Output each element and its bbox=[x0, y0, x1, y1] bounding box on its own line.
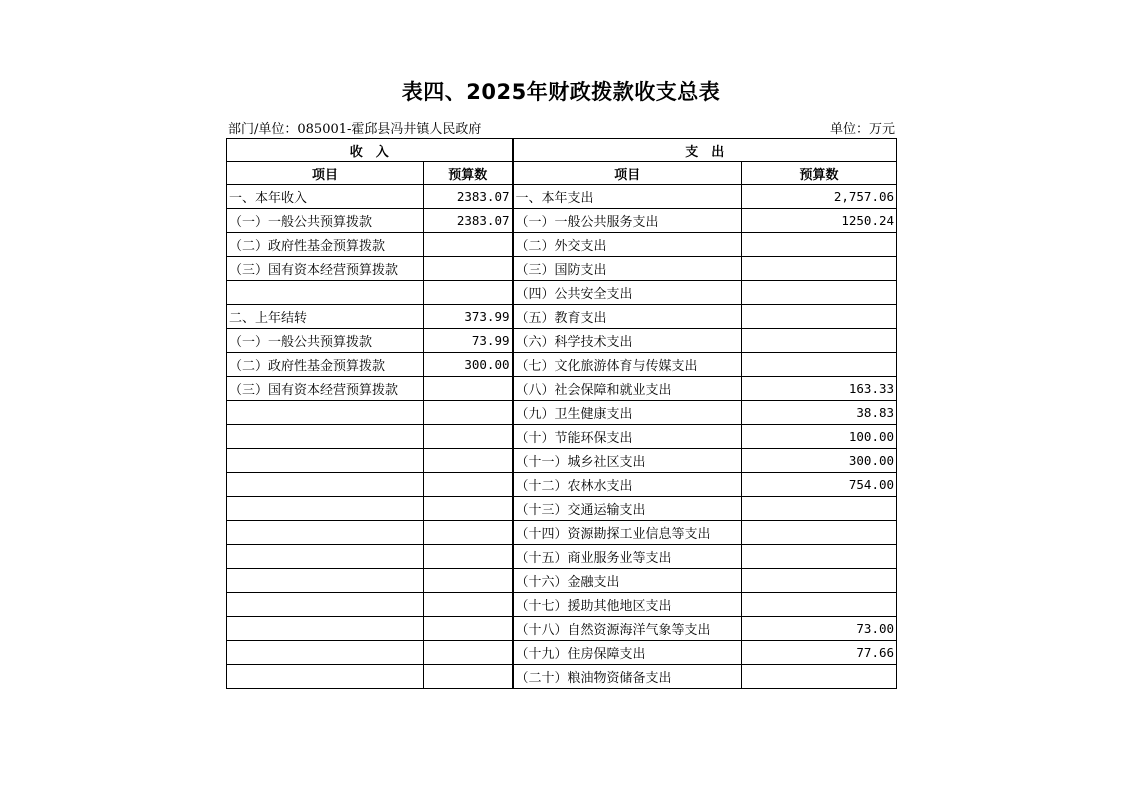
expense-item-cell: （四）公共安全支出 bbox=[513, 281, 742, 305]
expense-budget-header: 预算数 bbox=[742, 162, 897, 185]
income-value-cell bbox=[424, 473, 513, 497]
expense-value-cell: 300.00 bbox=[742, 449, 897, 473]
expense-value-cell bbox=[742, 305, 897, 329]
expense-value-cell bbox=[742, 593, 897, 617]
income-item-cell bbox=[227, 449, 424, 473]
income-item-cell bbox=[227, 425, 424, 449]
table-row bbox=[227, 641, 897, 665]
expense-value-cell bbox=[742, 545, 897, 569]
income-value-cell bbox=[424, 449, 513, 473]
table-row bbox=[227, 353, 897, 377]
expense-value-cell bbox=[742, 233, 897, 257]
income-item-cell: （三）国有资本经营预算拨款 bbox=[227, 377, 424, 401]
table-row bbox=[227, 401, 897, 425]
expense-value-cell bbox=[742, 329, 897, 353]
expense-item-cell: （五）教育支出 bbox=[513, 305, 742, 329]
income-value-cell bbox=[424, 641, 513, 665]
income-value-cell bbox=[424, 233, 513, 257]
column-header-row bbox=[227, 162, 897, 185]
expense-section-header: 支 出 bbox=[513, 139, 897, 162]
table-row bbox=[227, 185, 897, 209]
income-value-cell: 300.00 bbox=[424, 353, 513, 377]
expense-value-cell bbox=[742, 497, 897, 521]
expense-item-header: 项目 bbox=[513, 162, 742, 185]
income-item-cell bbox=[227, 521, 424, 545]
expense-value-cell bbox=[742, 569, 897, 593]
income-value-cell bbox=[424, 617, 513, 641]
income-item-cell bbox=[227, 281, 424, 305]
table-row bbox=[227, 281, 897, 305]
income-item-cell bbox=[227, 665, 424, 689]
income-value-cell: 373.99 bbox=[424, 305, 513, 329]
expense-value-cell: 38.83 bbox=[742, 401, 897, 425]
income-value-cell bbox=[424, 497, 513, 521]
table-row bbox=[227, 425, 897, 449]
table-row bbox=[227, 521, 897, 545]
expense-item-cell: （十一）城乡社区支出 bbox=[513, 449, 742, 473]
section-header-row bbox=[227, 139, 897, 162]
income-item-cell bbox=[227, 617, 424, 641]
income-budget-header: 预算数 bbox=[424, 162, 513, 185]
income-item-cell bbox=[227, 473, 424, 497]
income-item-cell bbox=[227, 401, 424, 425]
expense-value-cell: 77.66 bbox=[742, 641, 897, 665]
income-value-cell: 2383.07 bbox=[424, 185, 513, 209]
expense-item-cell: （十二）农林水支出 bbox=[513, 473, 742, 497]
expense-item-cell: （十五）商业服务业等支出 bbox=[513, 545, 742, 569]
expense-item-cell: （七）文化旅游体育与传媒支出 bbox=[513, 353, 742, 377]
expense-value-cell: 1250.24 bbox=[742, 209, 897, 233]
expense-value-cell: 2,757.06 bbox=[742, 185, 897, 209]
unit-label: 单位：万元 bbox=[829, 122, 895, 137]
expense-value-cell: 163.33 bbox=[742, 377, 897, 401]
income-item-cell: （二）政府性基金预算拨款 bbox=[227, 353, 424, 377]
income-item-cell: （三）国有资本经营预算拨款 bbox=[227, 257, 424, 281]
income-value-cell bbox=[424, 593, 513, 617]
expense-item-cell: （十六）金融支出 bbox=[513, 569, 742, 593]
table-row bbox=[227, 665, 897, 689]
page-title: 表四、2025年财政拨款收支总表 bbox=[401, 80, 721, 104]
income-item-cell bbox=[227, 545, 424, 569]
income-item-cell bbox=[227, 593, 424, 617]
expense-value-cell bbox=[742, 281, 897, 305]
income-item-cell bbox=[227, 569, 424, 593]
income-value-cell bbox=[424, 257, 513, 281]
expense-value-cell: 754.00 bbox=[742, 473, 897, 497]
income-value-cell bbox=[424, 545, 513, 569]
expense-item-cell: （六）科学技术支出 bbox=[513, 329, 742, 353]
table-row bbox=[227, 545, 897, 569]
expense-item-cell: （十七）援助其他地区支出 bbox=[513, 593, 742, 617]
income-value-cell bbox=[424, 377, 513, 401]
table-row bbox=[227, 329, 897, 353]
income-value-cell bbox=[424, 569, 513, 593]
income-value-cell bbox=[424, 425, 513, 449]
expense-value-cell: 100.00 bbox=[742, 425, 897, 449]
expense-value-cell bbox=[742, 665, 897, 689]
expense-item-cell: （二十）粮油物资储备支出 bbox=[513, 665, 742, 689]
expense-value-cell bbox=[742, 521, 897, 545]
expense-value-cell bbox=[742, 353, 897, 377]
income-item-cell bbox=[227, 497, 424, 521]
income-item-cell: 二、上年结转 bbox=[227, 305, 424, 329]
income-value-cell bbox=[424, 665, 513, 689]
income-value-cell: 2383.07 bbox=[424, 209, 513, 233]
table-row bbox=[227, 497, 897, 521]
income-item-cell: （二）政府性基金预算拨款 bbox=[227, 233, 424, 257]
expense-item-cell: （十八）自然资源海洋气象等支出 bbox=[513, 617, 742, 641]
table-row bbox=[227, 257, 897, 281]
table-row bbox=[227, 449, 897, 473]
table-row bbox=[227, 617, 897, 641]
expense-item-cell: （九）卫生健康支出 bbox=[513, 401, 742, 425]
income-item-cell: （一）一般公共预算拨款 bbox=[227, 329, 424, 353]
expense-item-cell: （十）节能环保支出 bbox=[513, 425, 742, 449]
expense-item-cell: （十三）交通运输支出 bbox=[513, 497, 742, 521]
table-row bbox=[227, 569, 897, 593]
expense-value-cell bbox=[742, 257, 897, 281]
table-body bbox=[227, 185, 897, 689]
budget-table bbox=[226, 138, 897, 689]
expense-item-cell: （一）一般公共服务支出 bbox=[513, 209, 742, 233]
expense-item-cell: （三）国防支出 bbox=[513, 257, 742, 281]
table-row bbox=[227, 473, 897, 497]
department-label: 部门/单位：085001-霍邱县冯井镇人民政府 bbox=[228, 122, 482, 137]
table-row bbox=[227, 593, 897, 617]
income-item-cell bbox=[227, 641, 424, 665]
table-row bbox=[227, 305, 897, 329]
income-value-cell: 73.99 bbox=[424, 329, 513, 353]
income-section-header: 收 入 bbox=[227, 139, 513, 162]
table-row bbox=[227, 377, 897, 401]
expense-value-cell: 73.00 bbox=[742, 617, 897, 641]
expense-item-cell: （八）社会保障和就业支出 bbox=[513, 377, 742, 401]
income-value-cell bbox=[424, 281, 513, 305]
expense-item-cell: （十九）住房保障支出 bbox=[513, 641, 742, 665]
income-value-cell bbox=[424, 521, 513, 545]
expense-item-cell: （二）外交支出 bbox=[513, 233, 742, 257]
income-value-cell bbox=[424, 401, 513, 425]
expense-item-cell: 一、本年支出 bbox=[513, 185, 742, 209]
income-item-cell: 一、本年收入 bbox=[227, 185, 424, 209]
income-item-header: 项目 bbox=[227, 162, 424, 185]
table-row bbox=[227, 209, 897, 233]
income-item-cell: （一）一般公共预算拨款 bbox=[227, 209, 424, 233]
expense-item-cell: （十四）资源勘探工业信息等支出 bbox=[513, 521, 742, 545]
table-row bbox=[227, 233, 897, 257]
